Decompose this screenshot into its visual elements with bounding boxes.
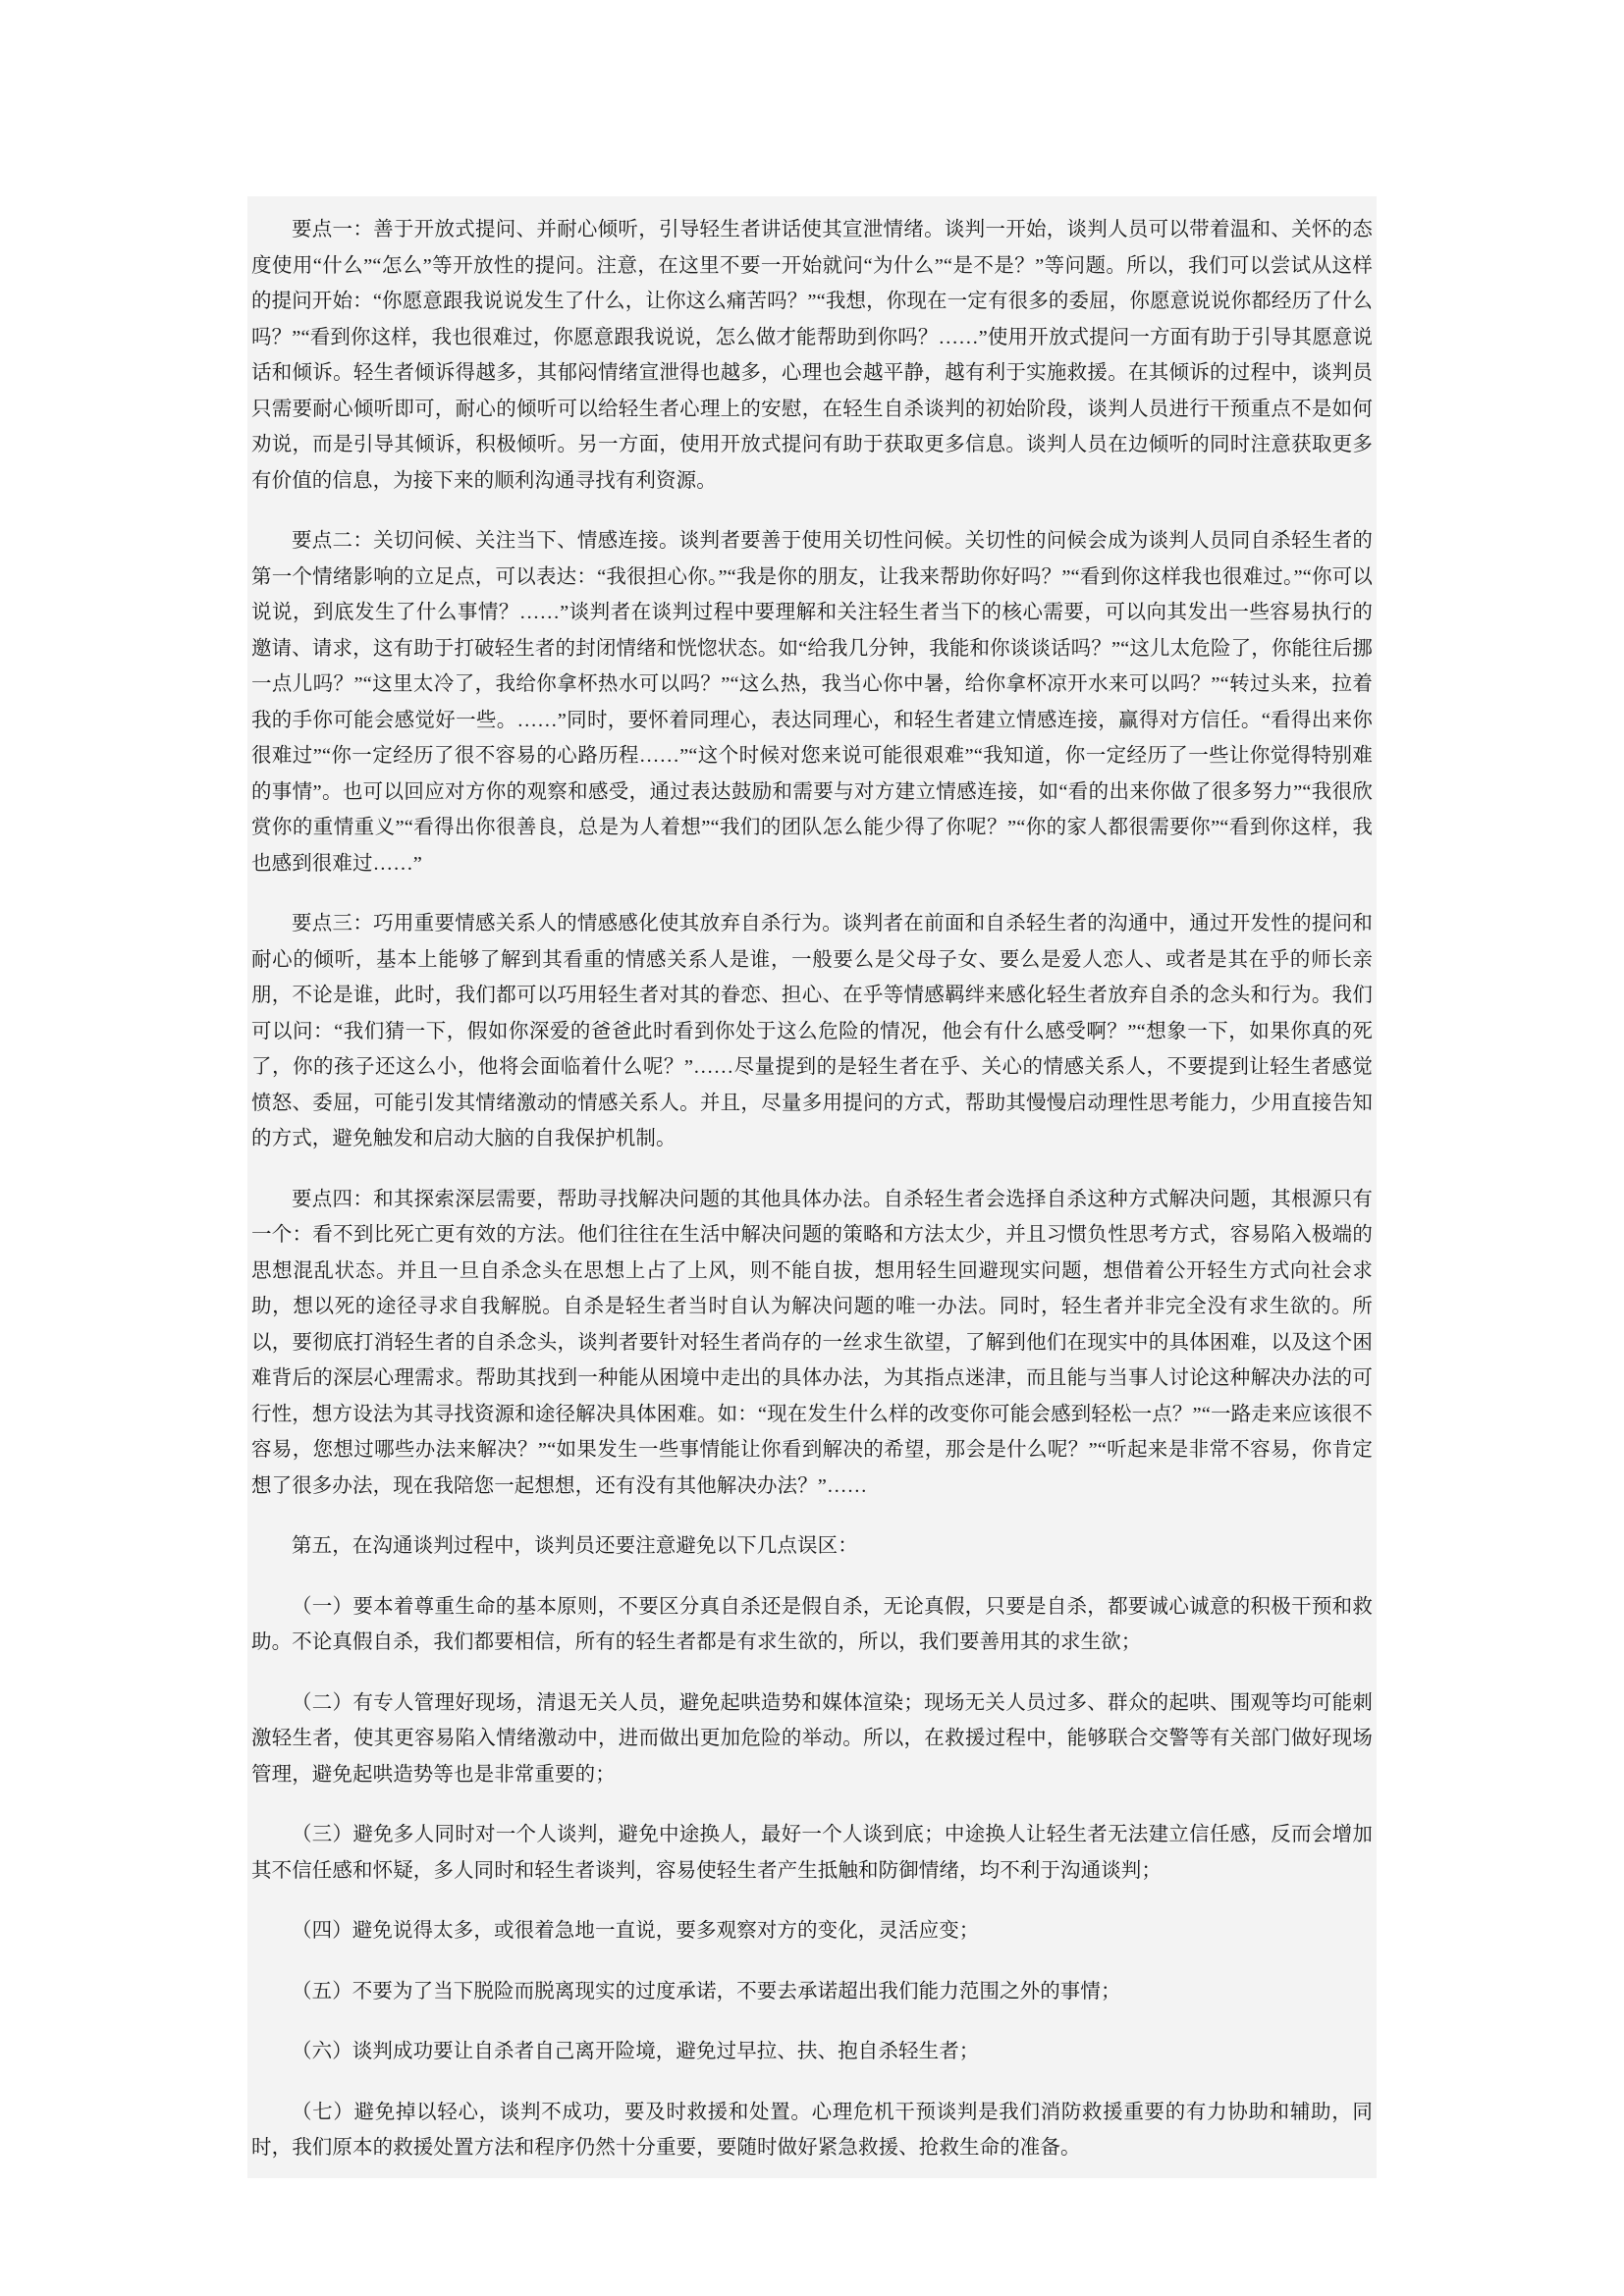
document-content-block [247,196,1377,2178]
paragraph-pitfall-7: （七）避免掉以轻心，谈判不成功，要及时救援和处置。心理危机干预谈判是我们消防救援重要的有力协助和辅助，同时，我们原本的救援处置方法和程序仍然十分重要，要随时做好紧急救援、抢救生命的准备。 [251,2101,1373,2159]
paragraph-key-point-4: 要点四：和其探索深层需要，帮助寻找解决问题的其他具体办法。自杀轻生者会选择自杀这种方式解决问题，其根源只有一个：看不到比死亡更有效的方法。他们往往在生活中解决问题的策略和方法太少，并且习惯负性思考方式，容易陷入极端的思想混乱状态。并且一旦自杀念头在思想上占了上风，则不能自拔，想用轻生回避现实问题，想借着公开轻生方式向社会求助，想以死的途径寻求自我解脱。自杀是轻生者当时自认为解决问题的唯一办法。同时，轻生者并非完全没有求生欲的。所以，要彻底打消轻生者的自杀念头，谈判者要针对轻生者尚存的一丝求生欲望，了解到他们在现实中的具体困难，以及这个困难背后的深层心理需求。帮助其找到一种能从困境中走出的具体办法，为其指点迷津，而且能与当事人讨论这种解决办法的可行性，想方设法为其寻找资源和途径解决具体困难。如：“现在发生什么样的改变你可能会感到轻松一点？”“一路走来应该很不容易，您想过哪些办法来解决？”“如果发生一些事情能让你看到解决的希望，那会是什么呢？”“听起来是非常不容易，你肯定想了很多办法，现在我陪您一起想想，还有没有其他解决办法？”…… [251,1188,1373,1497]
paragraph-key-point-1: 要点一：善于开放式提问、并耐心倾听，引导轻生者讲话使其宣泄情绪。谈判一开始，谈判人员可以带着温和、关怀的态度使用“什么”“怎么”等开放性的提问。注意，在这里不要一开始就问“为什么”“是不是？”等问题。所以，我们可以尝试从这样的提问开始：“你愿意跟我说说发生了什么，让你这么痛苦吗？”“我想，你现在一定有很多的委屈，你愿意说说你都经历了什么吗？”“看到你这样，我也很难过，你愿意跟我说说，怎么做才能帮助到你吗？……”使用开放式提问一方面有助于引导其愿意说话和倾诉。轻生者倾诉得越多，其郁闷情绪宣泄得也越多，心理也会越平静，越有利于实施救援。在其倾诉的过程中，谈判员只需要耐心倾听即可，耐心的倾听可以给轻生者心理上的安慰，在轻生自杀谈判的初始阶段，谈判人员进行干预重点不是如何劝说，而是引导其倾诉，积极倾听。另一方面，使用开放式提问有助于获取更多信息。谈判人员在边倾听的同时注意获取更多有价值的信息，为接下来的顺利沟通寻找有利资源。 [251,219,1373,492]
paragraph-key-point-2: 要点二：关切问候、关注当下、情感连接。谈判者要善于使用关切性问候。关切性的问候会成为谈判人员同自杀轻生者的第一个情绪影响的立足点，可以表达：“我很担心你。”“我是你的朋友，让我来帮助你好吗？”“看到你这样我也很难过。”“你可以说说，到底发生了什么事情？……”谈判者在谈判过程中要理解和关注轻生者当下的核心需要，可以向其发出一些容易执行的邀请、请求，这有助于打破轻生者的封闭情绪和恍惚状态。如“给我几分钟，我能和你谈谈话吗？”“这儿太危险了，你能往后挪一点儿吗？”“这里太冷了，我给你拿杯热水可以吗？”“这么热，我当心你中暑，给你拿杯凉开水来可以吗？”“转过头来，拉着我的手你可能会感觉好一些。……”同时，要怀着同理心，表达同理心，和轻生者建立情感连接，赢得对方信任。“看得出来你很难过”“你一定经历了很不容易的心路历程……”“这个时候对您来说可能很艰难”“我知道，你一定经历了一些让你觉得特别难的事情”。也可以回应对方你的观察和感受，通过表达鼓励和需要与对方建立情感连接，如“看的出来你做了很多努力”“我很欣赏你的重情重义”“看得出你很善良，总是为人着想”“我们的团队怎么能少得了你呢？”“你的家人都很需要你”“看到你这样，我也感到很难过……” [251,530,1373,875]
paragraph-key-point-3: 要点三：巧用重要情感关系人的情感感化使其放弃自杀行为。谈判者在前面和自杀轻生者的沟通中，通过开发性的提问和耐心的倾听，基本上能够了解到其看重的情感关系人是谁，一般要么是父母子女、要么是爱人恋人、或者是其在乎的师长亲朋，不论是谁，此时，我们都可以巧用轻生者对其的眷恋、担心、在乎等情感羁绊来感化轻生者放弃自杀的念头和行为。我们可以问：“我们猜一下，假如你深爱的爸爸此时看到你处于这么危险的情况，他会有什么感受啊？”“想象一下，如果你真的死了，你的孩子还这么小，他将会面临着什么呢？”……尽量提到的是轻生者在乎、关心的情感关系人，不要提到让轻生者感觉愤怒、委屈，可能引发其情绪激动的情感关系人。并且，尽量多用提问的方式，帮助其慢慢启动理性思考能力，少用直接告知的方式，避免触发和启动大脑的自我保护机制。 [251,913,1373,1149]
paragraph-pitfall-1: （一）要本着尊重生命的基本原则，不要区分真自杀还是假自杀，无论真假，只要是自杀，都要诚心诚意的积极干预和救助。不论真假自杀，我们都要相信，所有的轻生者都是有求生欲的，所以，我们要善用其的求生欲； [251,1595,1373,1653]
paragraph-pitfall-2: （二）有专人管理好现场，清退无关人员，避免起哄造势和媒体渲染；现场无关人员过多、群众的起哄、围观等均可能刺激轻生者，使其更容易陷入情绪激动中，进而做出更加危险的举动。所以，在救援过程中，能够联合交警等有关部门做好现场管理，避免起哄造势等也是非常重要的； [251,1691,1373,1786]
paragraph-pitfall-6: （六）谈判成功要让自杀者自己离开险境，避免过早拉、扶、抱自杀轻生者； [292,2041,980,2062]
paragraph-pitfall-5: （五）不要为了当下脱险而脱离现实的过度承诺，不要去承诺超出我们能力范围之外的事情； [292,1980,1121,2002]
paragraph-pitfall-4: （四）避免说得太多，或很着急地一直说，要多观察对方的变化，灵活应变； [292,1920,980,1942]
paragraph-pitfall-3: （三）避免多人同时对一个人谈判，避免中途换人，最好一个人谈到底；中途换人让轻生者无法建立信任感，反而会增加其不信任感和怀疑，多人同时和轻生者谈判，容易使轻生者产生抵触和防御情绪，均不利于沟通谈判； [251,1824,1373,1882]
paragraph-section-five-intro: 第五，在沟通谈判过程中，谈判员还要注意避免以下几点误区： [292,1535,858,1557]
